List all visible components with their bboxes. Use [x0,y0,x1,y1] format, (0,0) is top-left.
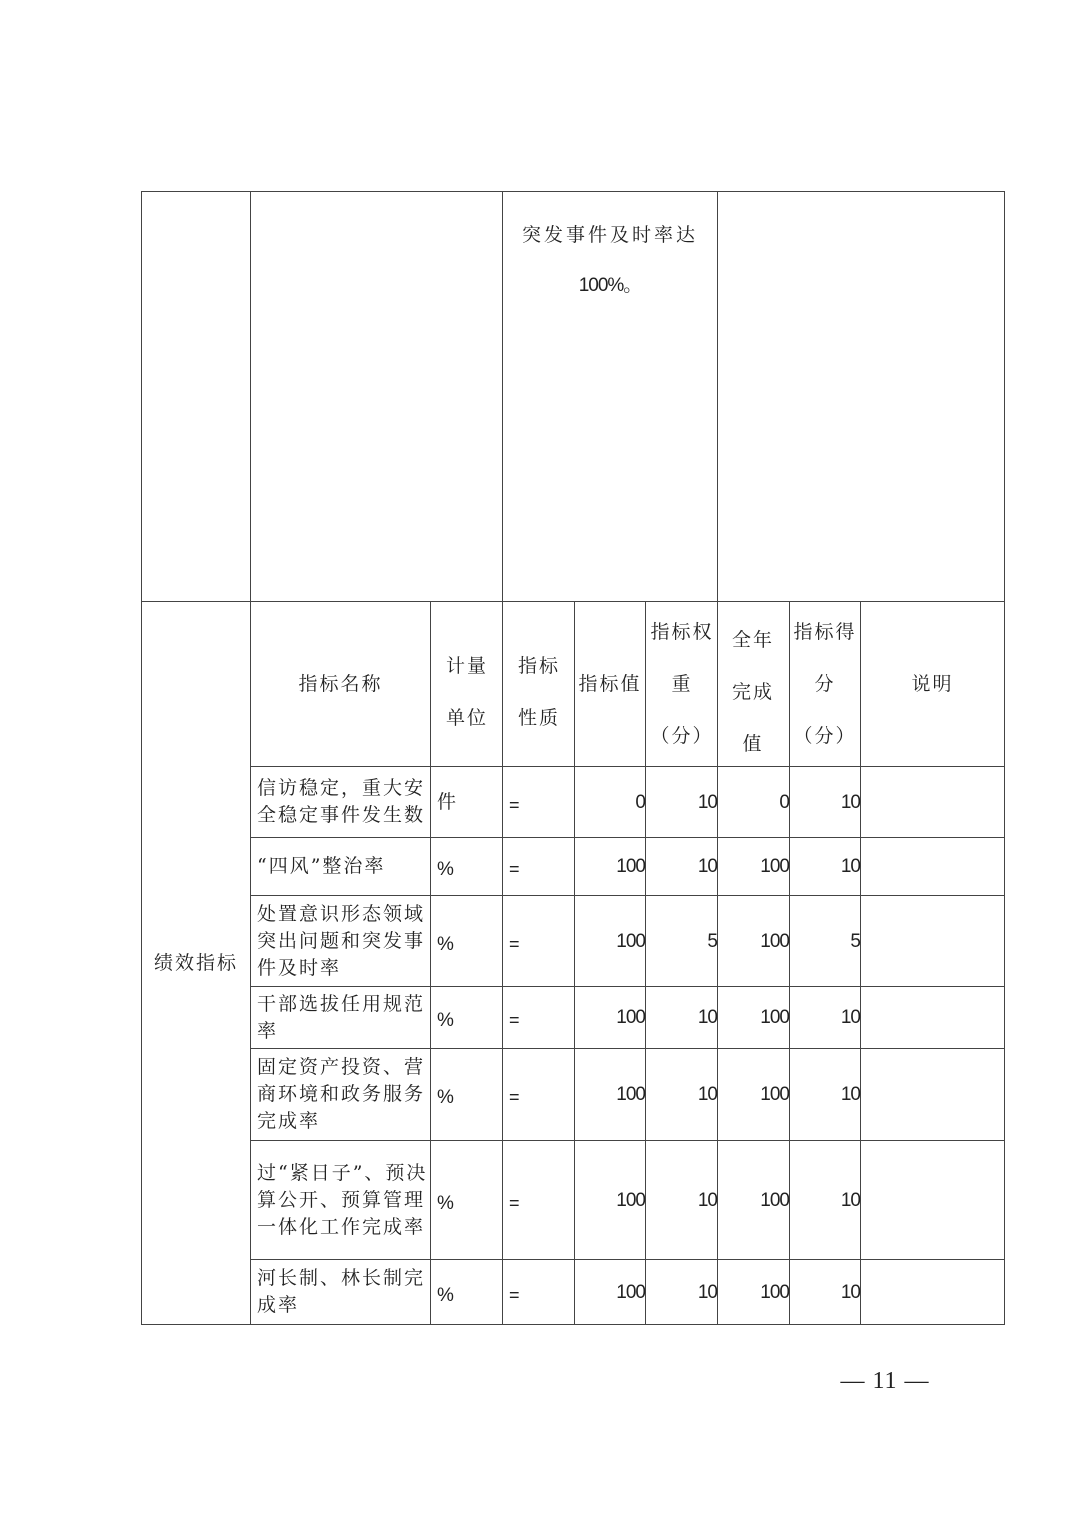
table-row-score: 5 [850,930,860,952]
table-row-score: 10 [840,1007,860,1028]
table-row-nature: = [509,1087,522,1107]
table-row-name: 干部选拔任用规范率 [257,992,426,1042]
table-row-actual: 0 [779,791,789,813]
column-divider [502,191,503,602]
table-row-nature: = [509,1284,522,1305]
table-row-value: 100 [616,856,645,877]
table-row-note [861,838,1004,895]
header-score: 指标得分（分） [793,621,857,747]
table-row-actual: 100 [760,856,789,877]
table-row-note [861,1141,1004,1259]
table-row-actual: 100 [760,930,789,952]
table-row-nature: = [509,1192,522,1213]
table-row-name: “四风”整治率 [257,855,386,877]
table-row-score: 10 [840,791,860,813]
table-row-name: 固定资产投资、营商环境和政务服务完成率 [257,1056,426,1132]
table-row-value: 100 [616,1189,645,1211]
table-row-nature: = [509,1010,522,1030]
header-weight: 指标权重（分） [650,621,714,747]
header-actual: 全年完成值 [731,629,774,755]
table-row-weight: 10 [697,1281,717,1303]
table-row-value: 100 [616,1084,645,1105]
table-row-name: 处置意识形态领域突出问题和突发事件及时率 [257,902,426,979]
table-row-weight: 10 [697,1084,717,1105]
table-row-unit: % [437,1192,453,1214]
table-row-note [861,896,1004,986]
table-row-score: 10 [840,856,860,877]
table-border-top [141,191,1005,192]
table-row-weight: 10 [697,1189,717,1211]
category-label: 绩效指标 [153,951,238,974]
table-row-actual: 100 [760,1189,789,1211]
column-divider [717,191,718,602]
table-row-actual: 100 [760,1007,789,1028]
table-row-note [861,767,1004,837]
page-number: — 11 — [840,1368,930,1394]
table-row-name: 信访稳定，重大安全稳定事件发生数 [257,777,426,826]
target-text-line1: 突发事件及时率达 [521,224,698,246]
target-text-line2: 100%。 [578,275,642,296]
table-row-unit: % [437,859,453,880]
header-nature: 指标性质 [517,655,560,729]
table-row-unit: % [437,1010,453,1031]
header-note: 说明 [911,672,954,695]
table-row-name: 过“紧日子”、预决算公开、预算管理一体化工作完成率 [257,1161,428,1238]
table-row-value: 0 [635,791,645,813]
table-row-weight: 10 [697,1007,717,1028]
table-row-score: 10 [840,1281,860,1303]
table-border-right [1004,191,1005,1325]
table-row-nature: = [509,859,522,879]
table-row-weight: 10 [697,791,717,813]
table-row-value: 100 [616,1007,645,1028]
table-row-unit: 件 [437,790,459,813]
table-row-note [861,1260,1004,1324]
header-unit: 计量单位 [445,655,488,729]
table-row-nature: = [509,794,522,815]
table-row-unit: % [437,1087,453,1108]
table-row-nature: = [509,933,522,954]
table-row-unit: % [437,1284,453,1306]
table-row-note [861,1049,1004,1140]
table-row-weight: 10 [697,856,717,877]
table-row-unit: % [437,933,453,955]
table-row-note [861,987,1004,1048]
table-row-score: 10 [840,1084,860,1105]
header-value: 指标值 [578,672,642,695]
header-name: 指标名称 [298,672,383,695]
table-row-value: 100 [616,930,645,952]
table-row-value: 100 [616,1281,645,1303]
table-row-score: 10 [840,1189,860,1211]
table-row-weight: 5 [707,930,717,952]
table-row-actual: 100 [760,1084,789,1105]
table-border-bottom [141,1324,1005,1325]
table-row-actual: 100 [760,1281,789,1303]
table-row-name: 河长制、林长制完成率 [257,1267,426,1316]
